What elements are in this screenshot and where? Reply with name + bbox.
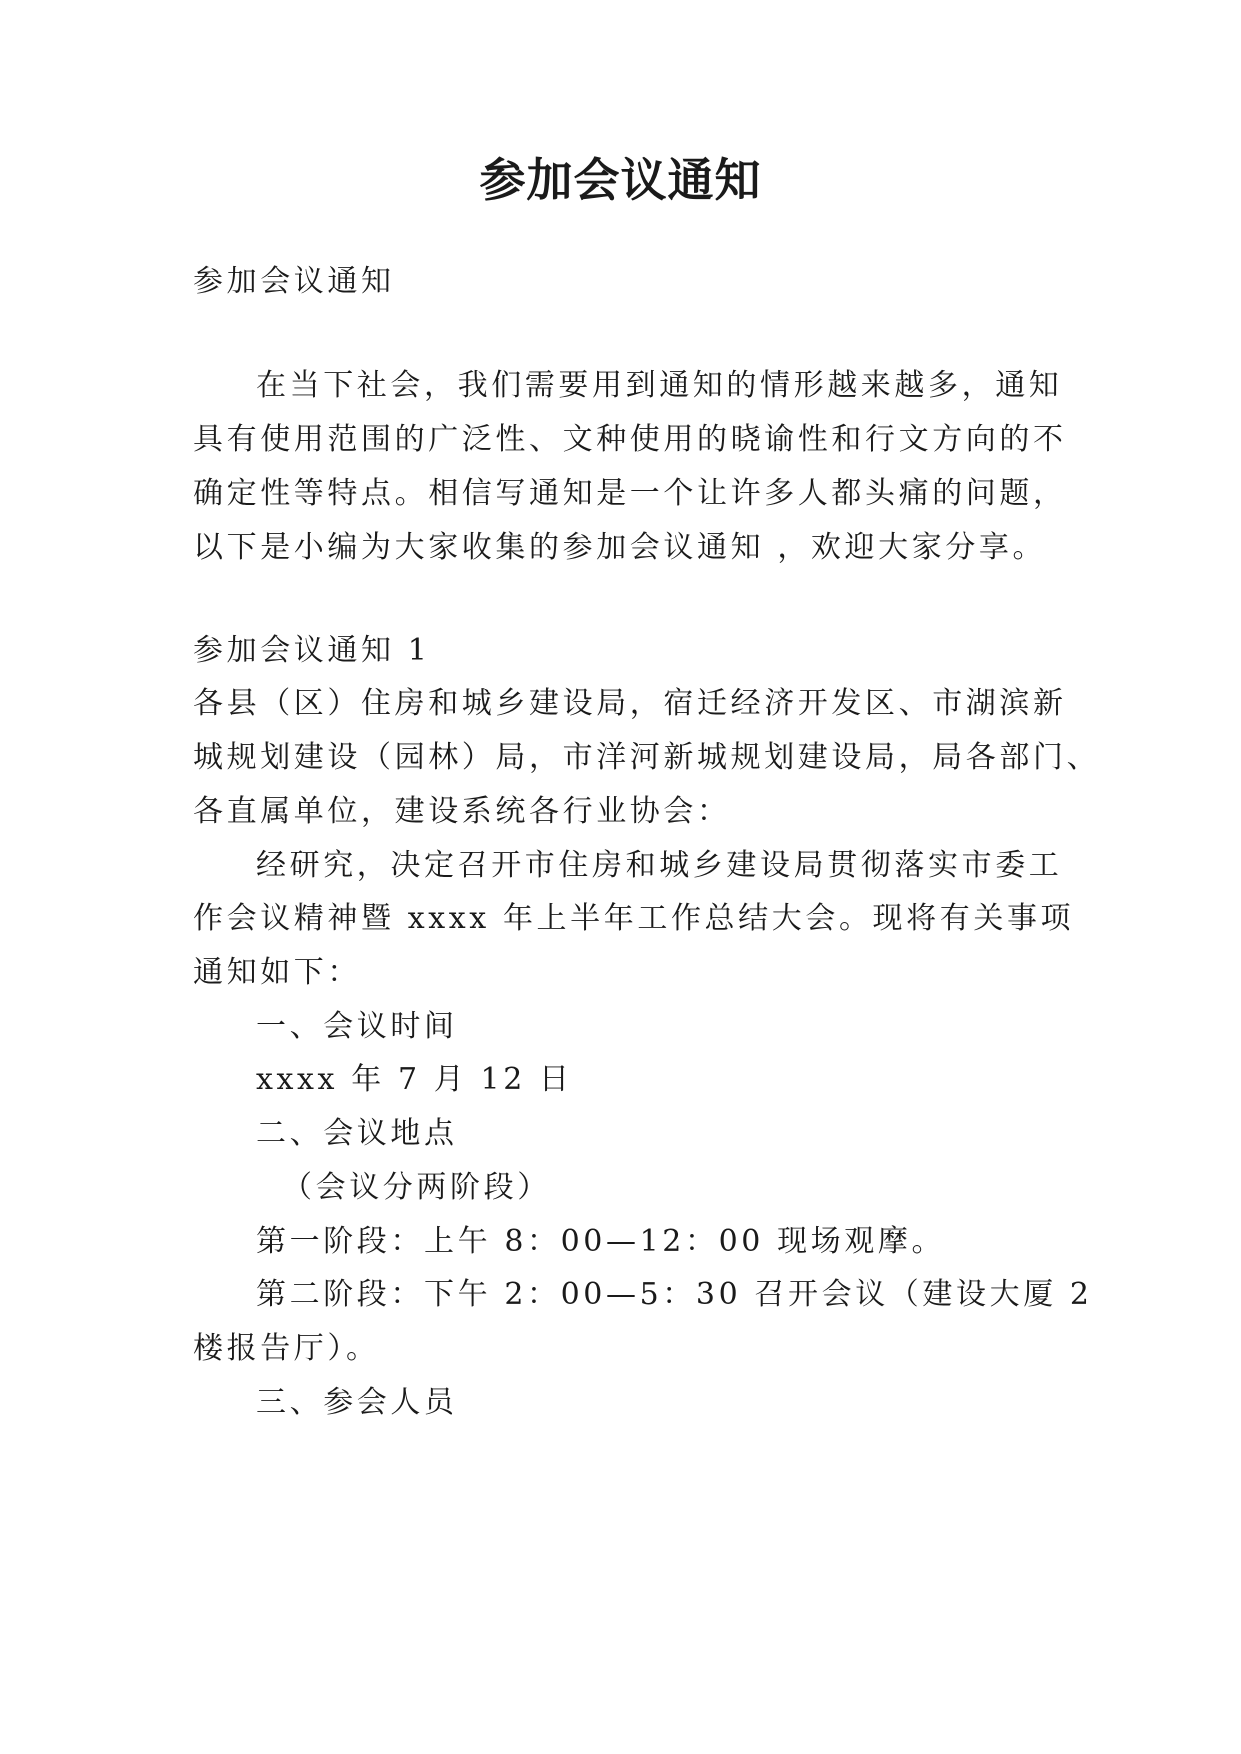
document-subtitle: 参加会议通知 bbox=[193, 264, 395, 299]
attendees-heading: 三、参会人员 bbox=[256, 1385, 458, 1420]
section-heading: 参加会议通知 1 bbox=[193, 633, 431, 668]
body-line-2: 作会议精神暨 xxxx 年上半年工作总结大会。现将有关事项 bbox=[193, 901, 1075, 936]
stage-1: 第一阶段：上午 8：00—12：00 现场观摩。 bbox=[256, 1224, 946, 1259]
page-title: 参加会议通知 bbox=[479, 153, 762, 207]
body-line-3: 通知如下： bbox=[193, 955, 361, 990]
intro-line-3: 确定性等特点。相信写通知是一个让许多人都头痛的问题， bbox=[193, 476, 1067, 511]
addressee-line-2: 城规划建设（园林）局，市洋河新城规划建设局，局各部门、 bbox=[193, 740, 1101, 775]
place-heading: 二、会议地点 bbox=[256, 1116, 458, 1151]
addressee-line-1: 各县（区）住房和城乡建设局，宿迁经济开发区、市湖滨新 bbox=[193, 686, 1067, 721]
intro-line-1: 在当下社会，我们需要用到通知的情形越来越多，通知 bbox=[256, 368, 1063, 403]
time-value: xxxx 年 7 月 12 日 bbox=[256, 1062, 573, 1097]
addressee-line-3: 各直属单位，建设系统各行业协会： bbox=[193, 794, 731, 829]
intro-line-2: 具有使用范围的广泛性、文种使用的晓谕性和行文方向的不 bbox=[193, 422, 1067, 457]
time-heading: 一、会议时间 bbox=[256, 1009, 458, 1044]
stage-2-line-2: 楼报告厅）。 bbox=[193, 1331, 380, 1366]
body-line-1: 经研究，决定召开市住房和城乡建设局贯彻落实市委工 bbox=[256, 848, 1063, 883]
place-note: （会议分两阶段） bbox=[282, 1170, 551, 1205]
stage-2-line-1: 第二阶段：下午 2：00—5：30 召开会议（建设大厦 2 bbox=[256, 1277, 1093, 1312]
intro-line-4: 以下是小编为大家收集的参加会议通知 ，欢迎大家分享。 bbox=[193, 530, 1047, 565]
